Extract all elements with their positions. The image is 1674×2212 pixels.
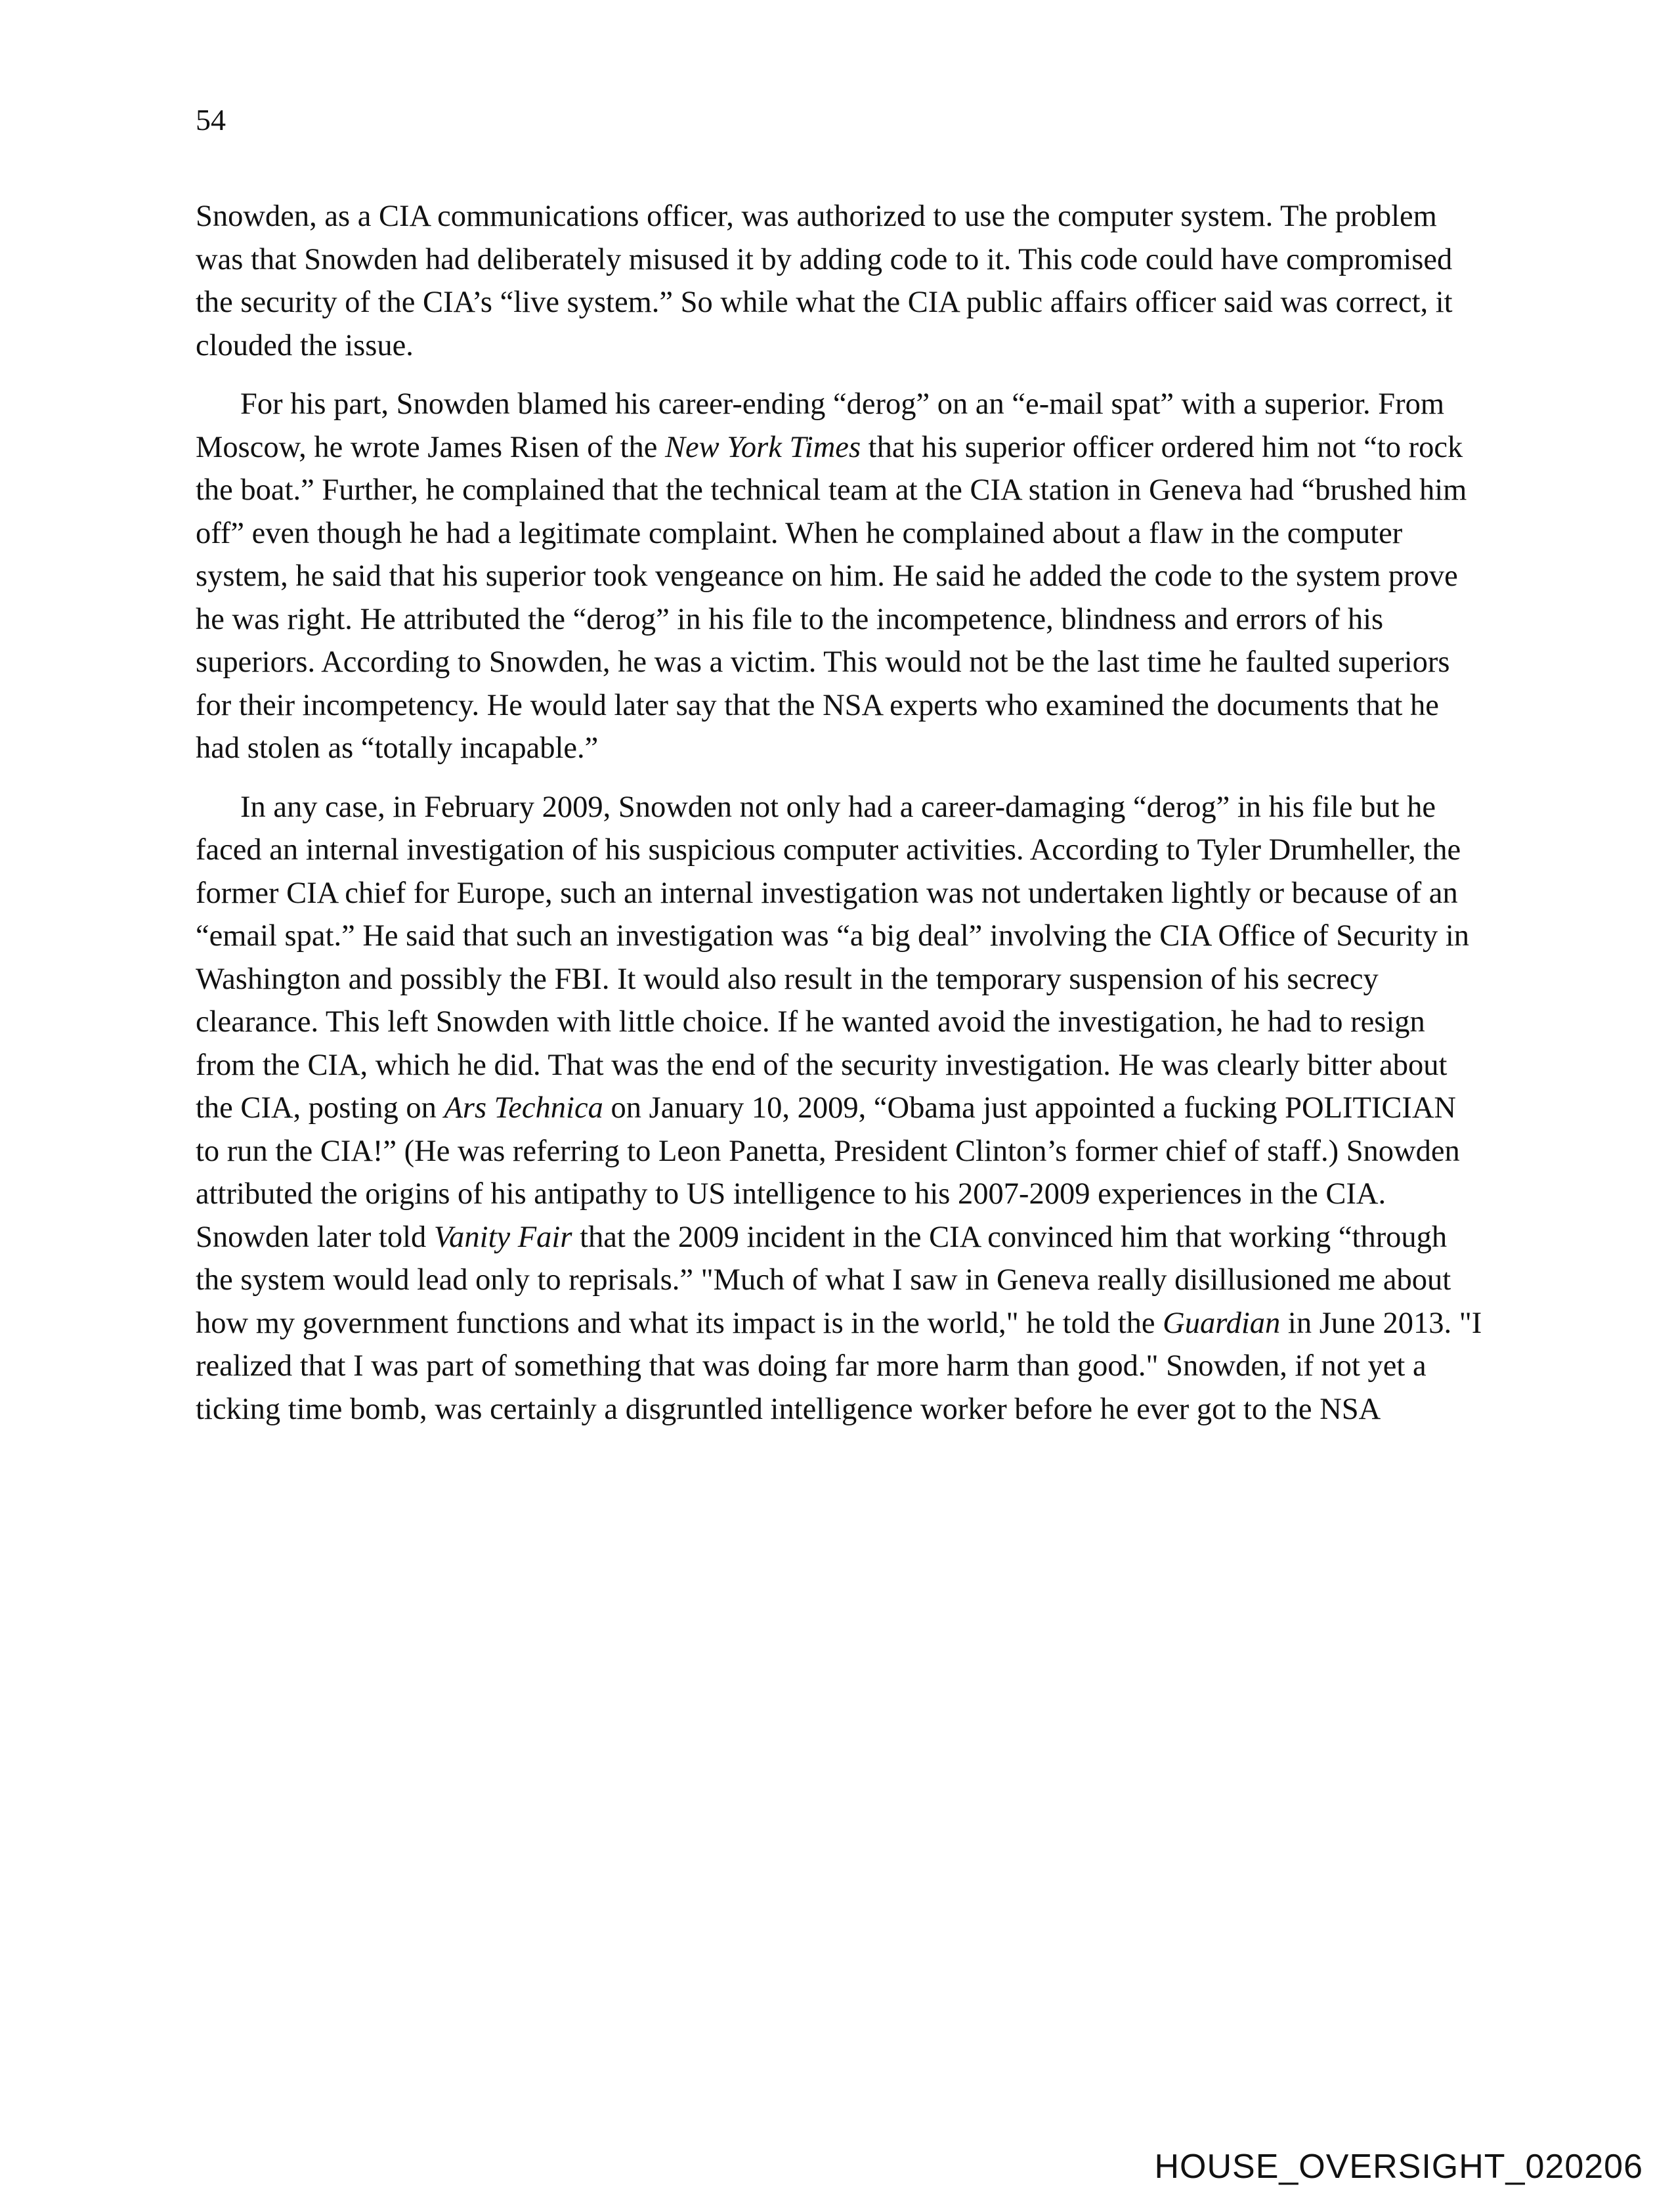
publication-title-vanity-fair: Vanity Fair bbox=[433, 1220, 572, 1254]
footer-document-id: HOUSE_OVERSIGHT_020206 bbox=[1154, 2148, 1643, 2186]
paragraph-3-text-4: in June 2013. "I realized that I was part of something that was doing far more harm than good." Snowden, if not yet a ticking time bomb, was certainly a disgruntled intelligence worker before he ever got to the NSA bbox=[196, 1306, 1482, 1426]
publication-title-ars-technica: Ars Technica bbox=[444, 1091, 603, 1125]
paragraph-2 bbox=[196, 383, 1482, 770]
paragraph-3-text-1: In any case, in February 2009, Snowden not only had a career-damaging “derog” in his file but he faced an internal investigation of his suspicious computer activities. According to Tyler Drumheller, the former CIA chief for Europe, such an internal investigation was not undertaken lightly or because of an “email spat.” He said that such an investigation was “a big deal” involving the CIA Office of Security in Washington and possibly the FBI. It would also result in the temporary suspension of his secrecy clearance. This left Snowden with little choice. If he wanted avoid the investigation, he had to resign from the CIA, which he did. That was the end of the security investigation. He was clearly bitter about the CIA, posting on bbox=[196, 790, 1469, 1125]
page-number: 54 bbox=[196, 103, 226, 137]
paragraph-1 bbox=[196, 195, 1482, 367]
paragraph-2-text-2: that his superior officer ordered him not “to rock the boat.” Further, he complained that the technical team at the CIA station in Geneva had “brushed him off” even though he had a legitimate complaint. When he complained about a flaw in the computer system, he said that his superior took vengeance on him. He said he added the code to the system prove he was right. He attributed the “derog” in his file to the incompetence, blindness and errors of his superiors. According to Snowden, he was a victim. This would not be the last time he faulted superiors for their incompetency. He would later say that the NSA experts who examined the documents that he had stolen as “totally incapable.” bbox=[196, 430, 1467, 765]
paragraph-1-text: Snowden, as a CIA communications officer, was authorized to use the computer system. The problem was that Snowden had deliberately misused it by adding code to it. This code could have compromised the security of the CIA’s “live system.” So while what the CIA public affairs officer said was correct, it clouded the issue. bbox=[196, 200, 1453, 362]
publication-title-new-york-times: New York Times bbox=[665, 430, 861, 464]
paragraph-3-text-2: on January 10, 2009, “Obama just appointed a fucking POLITICIAN to run the CIA!” (He was referring to Leon Panetta, President Clinton’s former chief of staff.) Snowden attributed the origins of his antipathy to US intelligence to his 2007-2009 experiences in the CIA. Snowden later told bbox=[196, 1091, 1460, 1254]
paragraph-2-text-1: For his part, Snowden blamed his career-ending “derog” on an “e-mail spat” with a superior. From Moscow, he wrote James Risen of the bbox=[196, 387, 1445, 464]
publication-title-guardian: Guardian bbox=[1163, 1306, 1281, 1340]
paragraph-3-text-3: that the 2009 incident in the CIA convinced him that working “through the system would lead only to reprisals.” "Much of what I saw in Geneva really disillusioned me about how my government functions and what its impact is in the world," he told the bbox=[196, 1220, 1451, 1340]
body-text bbox=[196, 195, 1482, 1446]
paragraph-3 bbox=[196, 786, 1482, 1431]
